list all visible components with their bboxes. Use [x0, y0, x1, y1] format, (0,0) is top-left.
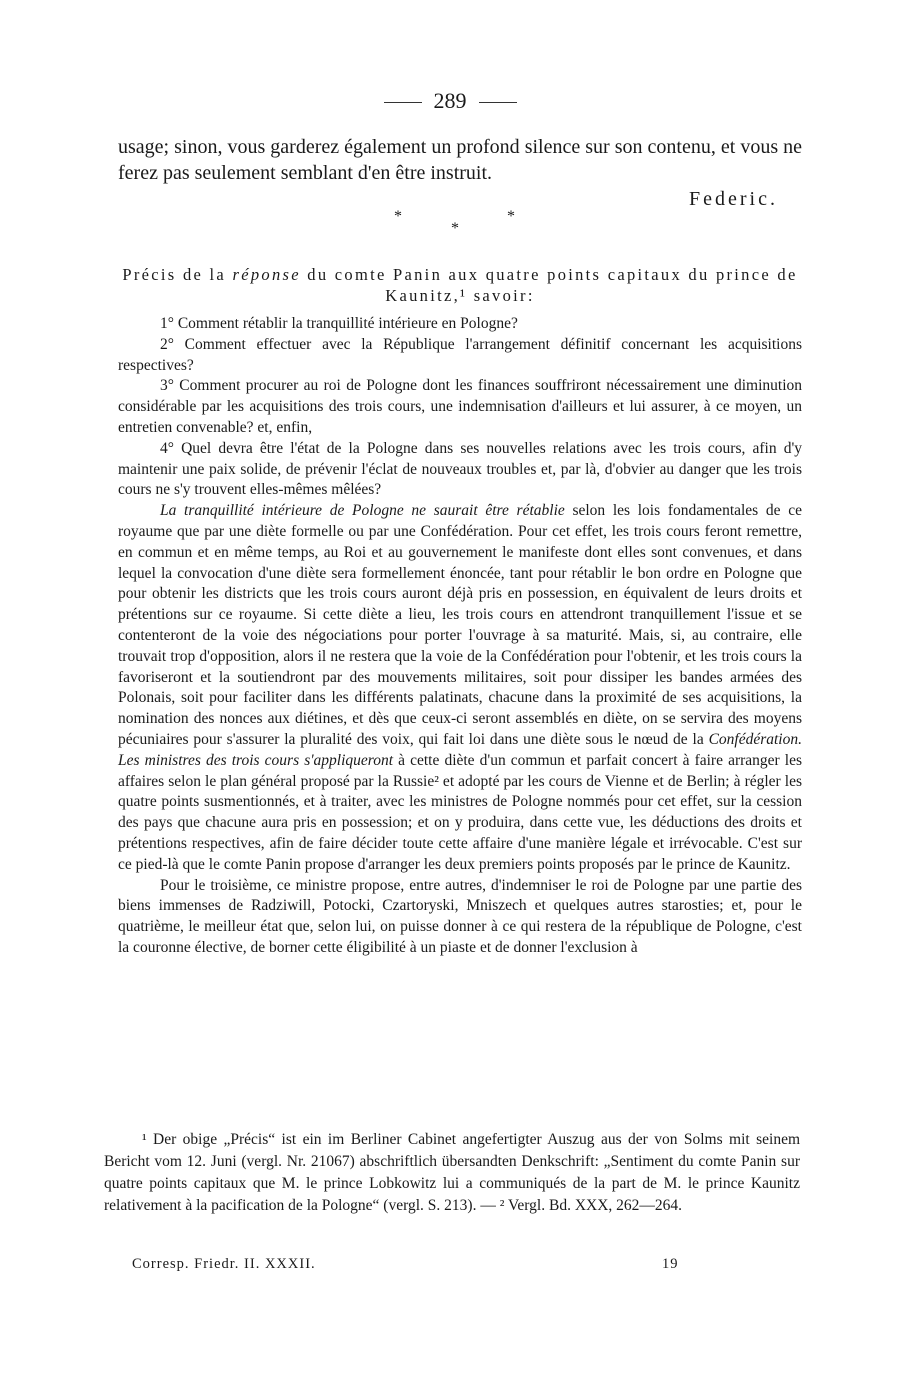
header-rule-right — [479, 102, 517, 103]
list-item: 3° Comment procurer au roi de Pologne dont les finances souffriront nécessairement une diminution considérable par les acquisitions des trois cours, une indemnisation d'ailleurs et lui assurer, à ce moyen, un entretien convenable? et, enfin, — [118, 377, 802, 436]
title-italic: réponse — [232, 265, 301, 284]
paragraph: Pour le troisième, ce ministre propose, entre autres, d'indemniser le roi de Pologne par une partie des biens immenses de Radziwill, Potocki, Czartoryski, Mniszech et quelques autres starosties; et, pour le quatrième, le meilleur état que, selon lui, on puisse donner à ce qui restera de la république de Pologne, c'est la couronne élective, de borner cette éligibilité à un piaste et de donner l'exclusion à — [118, 876, 802, 956]
paragraph-text: à cette diète d'un commun et parfait concert à faire arranger les affaires selon le plan général proposé par la Russie² et adopté par les cours de Vienne et de Berlin; à régler les quatre points susmentionnés, et à traiter, avec les ministres de Pologne nommés pour cet effet, sur la cession des pays que chacune aura pris en possession; et on y produira, dans cette vue, les déductions des droits et prétentions respectives, afin de faire décider toute cette affaire d'une manière légale et irrévocable. C'est sur ce pied-là que le comte Panin propose d'arranger les deux premiers points proposés par le prince de Kaunitz. — [118, 751, 802, 873]
signature: Federic. — [689, 188, 778, 210]
page-footer — [132, 1256, 692, 1273]
page-number: 289 — [433, 88, 467, 113]
title-suffix: du comte Panin aux quatre points capitaux du prince de Kaunitz,¹ savoir: — [300, 265, 798, 305]
separator-star: * — [394, 208, 402, 225]
intro-paragraph: usage; sinon, vous garderez également un profond silence sur son contenu, et vous ne ferez pas seulement semblant d'en être instruit. — [118, 136, 802, 184]
page-header — [0, 88, 900, 114]
footer-source: Corresp. Friedr. II. XXXII. — [132, 1256, 316, 1272]
separator-star: * — [507, 208, 515, 225]
list-item: 2° Comment effectuer avec la République l'arrangement définitif concernant les acquisitions respectives? — [118, 335, 802, 374]
section-title — [118, 264, 802, 306]
footnote: ¹ Der obige „Précis“ ist ein im Berliner Cabinet angefertigter Auszug aus der von Solms mit seinem Bericht vom 12. Juni (vergl. Nr. 21067) abschriftlich übersandten Denkschrift: „Sentiment du comte Panin sur quatre points capitaux que M. le prince Lobkowitz lui a communiqués de la part de M. le prince Kaunitz relativement à la pacification de la Pologne“ (vergl. S. 213). — ² Vergl. Bd. XXX, 262—264. — [104, 1131, 800, 1214]
italic-phrase: Confédération. Les ministres des trois cours s'appliqueront — [118, 730, 802, 769]
header-rule-left — [384, 102, 422, 103]
list-item: 4° Quel devra être l'état de la Pologne dans ses nouvelles relations avec les trois cours, afin d'y maintenir une paix solide, de prévenir l'éclat de nouveaux troubles et, par là, d'obvier au danger que les trois cours ne s'y trouvent elles-mêmes mêlées? — [118, 439, 802, 499]
title-prefix: Précis de la — [122, 265, 233, 284]
list-item: 1° Comment rétablir la tranquillité intérieure en Pologne? — [160, 315, 518, 332]
footnotes — [104, 1129, 800, 1217]
paragraph-text: selon les lois fondamentales de ce royaume que par une diète formelle ou par une Confédération. Pour cet effet, les trois cours feront remettre, en commun et en même temps, au Roi et au gouvernement le manifeste dont elles sont convenues, et dans lequel la convocation d'une diète sera formellement énoncée, tant pour rétablir le bon ordre en Pologne que pour obtenir les districts que les trois cours auront déjà pris en possession, en équivalent de leurs droits et prétentions sur ce royaume. Si cette diète a lieu, les trois cours en attendront tranquillement l'issue et se contenteront de la voie des négociations pour porter l'ouvrage à sa maturité. Mais, si, au contraire, elle trouvait trop d'opposition, alors il ne restera que la voie de la Confédération pour l'obtenir, et les trois cours la favoriseront et la soutiendront par des mouvements militaires, soit pour dissiper les bandes armées des Polonais, soit pour faciliter dans les différents palatinats, chacune dans la proximité de ses acquisitions, la nomination des nonces aux diétines, et dès que ceux-ci seront assemblés en diète, on se servira des moyens pécuniaires pour s'assurer la pluralité des voix, qui fait loi dans une diète sous le nœud de la — [118, 502, 802, 748]
body-text — [118, 314, 802, 959]
paragraph — [118, 501, 802, 875]
separator-stars — [0, 206, 900, 240]
footer-signature-mark: 19 — [662, 1256, 679, 1272]
separator-star: * — [451, 220, 459, 237]
italic-phrase: La tranquillité intérieure de Pologne ne saurait être rétablie — [160, 502, 565, 520]
